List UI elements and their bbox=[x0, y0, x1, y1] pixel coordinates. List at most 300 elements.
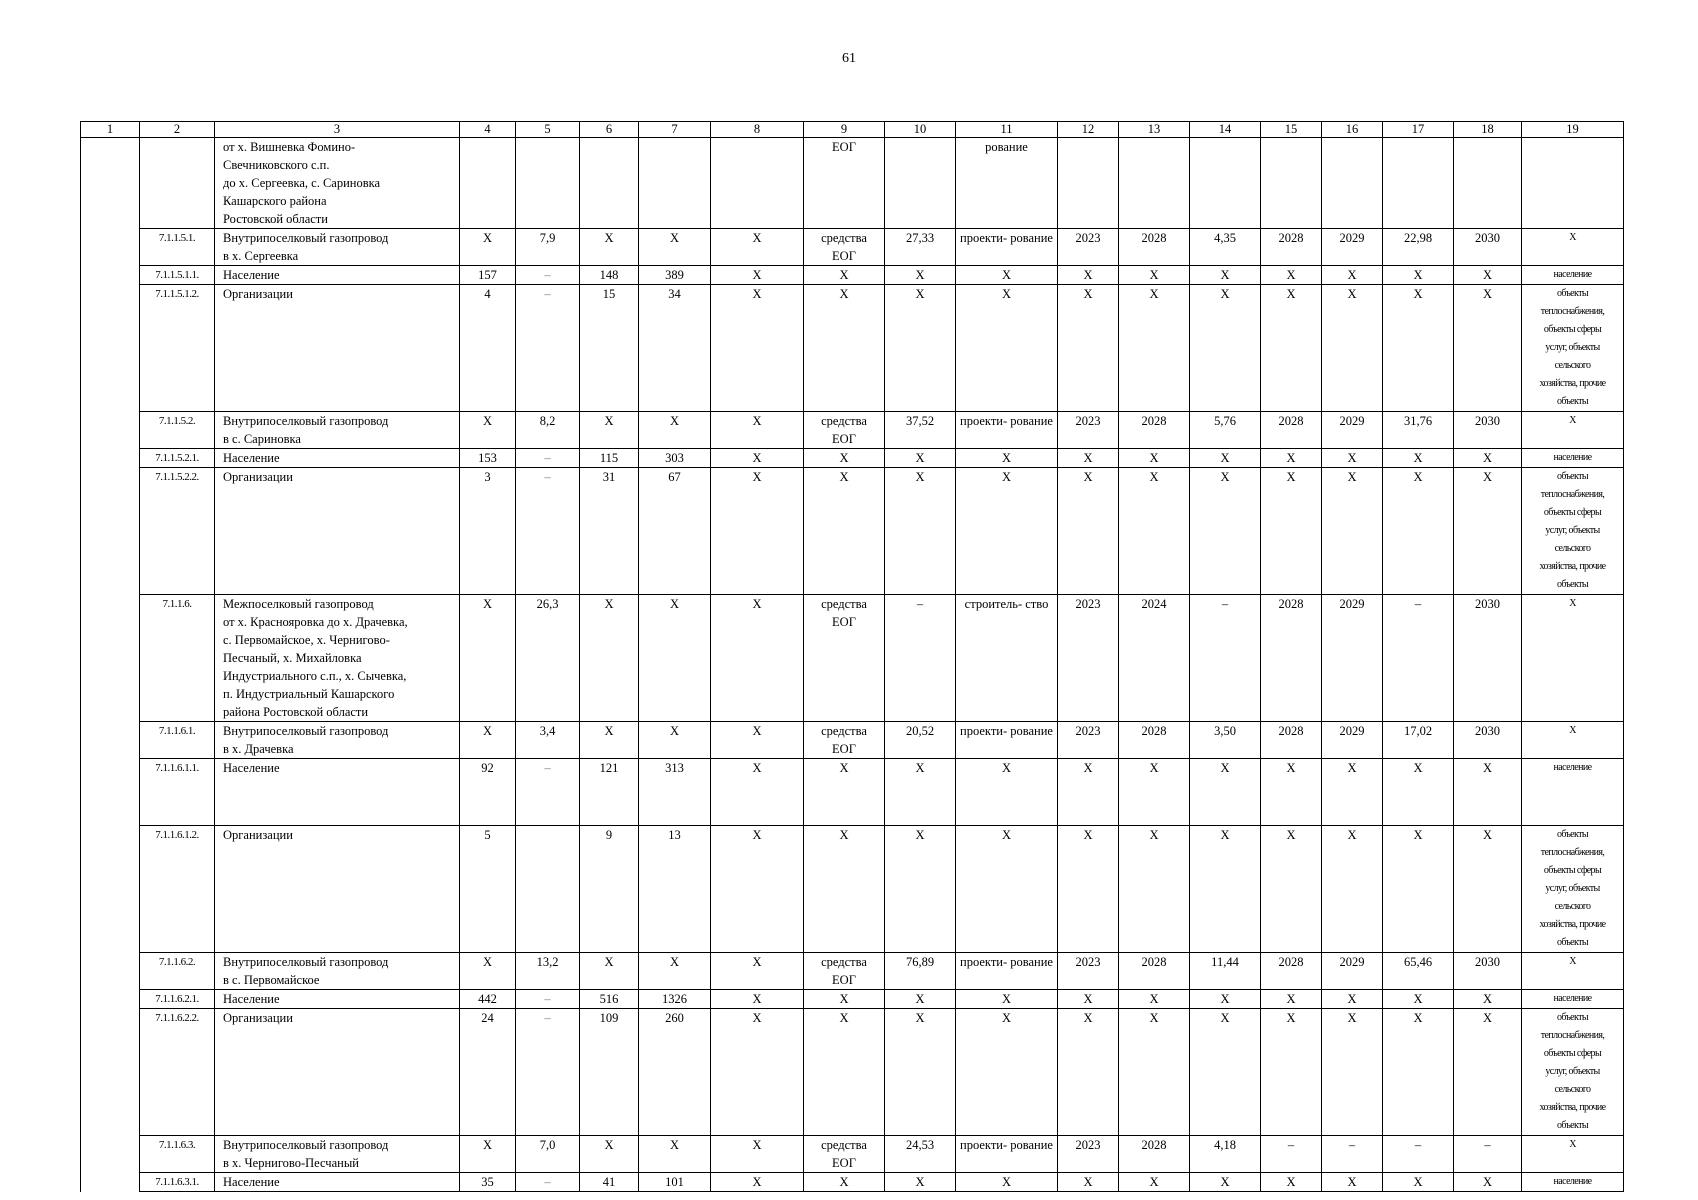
cell-col-14: X bbox=[1190, 285, 1261, 412]
cell-col-19: X bbox=[1522, 595, 1624, 722]
cell-col-18: 2030 bbox=[1454, 722, 1522, 759]
cell-col-15: X bbox=[1261, 468, 1322, 595]
cell-col-1 bbox=[81, 138, 140, 229]
table-row bbox=[81, 1173, 1624, 1192]
table-row bbox=[81, 826, 1624, 953]
cell-col-13: X bbox=[1119, 449, 1190, 468]
cell-col-6: X bbox=[580, 1136, 639, 1173]
cell-col-17: X bbox=[1383, 990, 1454, 1009]
cell-col-3: Население bbox=[215, 449, 460, 468]
cell-col-2: 7.1.1.6. bbox=[140, 595, 215, 722]
cell-col-10: X bbox=[885, 1009, 956, 1136]
cell-col-16: X bbox=[1322, 1173, 1383, 1192]
cell-col-1 bbox=[81, 229, 140, 266]
cell-col-7: 101 bbox=[639, 1173, 711, 1192]
cell-col-12: X bbox=[1058, 449, 1119, 468]
cell-col-5: 7,9 bbox=[516, 229, 580, 266]
cell-col-3: Внутрипоселковый газопровод в х. Сергеевка bbox=[215, 229, 460, 266]
cell-col-4: X bbox=[460, 722, 516, 759]
cell-col-11: X bbox=[956, 468, 1058, 595]
cell-col-11: строитель- ство bbox=[956, 595, 1058, 722]
header-cell-3: 3 bbox=[215, 122, 460, 138]
cell-col-11: X bbox=[956, 1173, 1058, 1192]
cell-col-17: X bbox=[1383, 285, 1454, 412]
cell-col-16: X bbox=[1322, 266, 1383, 285]
cell-col-7: X bbox=[639, 722, 711, 759]
cell-col-2 bbox=[140, 138, 215, 229]
cell-col-4: 157 bbox=[460, 266, 516, 285]
cell-col-8: X bbox=[711, 229, 804, 266]
cell-col-18: X bbox=[1454, 990, 1522, 1009]
cell-col-14: X bbox=[1190, 990, 1261, 1009]
cell-col-10: 27,33 bbox=[885, 229, 956, 266]
cell-col-11: проекти- рование bbox=[956, 722, 1058, 759]
cell-col-15: X bbox=[1261, 1009, 1322, 1136]
cell-col-7: X bbox=[639, 595, 711, 722]
cell-col-5: 13,2 bbox=[516, 953, 580, 990]
cell-col-10: 37,52 bbox=[885, 412, 956, 449]
cell-col-9: средства ЕОГ bbox=[804, 229, 885, 266]
cell-col-9: X bbox=[804, 826, 885, 953]
table-row bbox=[81, 449, 1624, 468]
cell-col-11: проекти- рование bbox=[956, 1136, 1058, 1173]
header-cell-9: 9 bbox=[804, 122, 885, 138]
cell-col-10: X bbox=[885, 468, 956, 595]
cell-col-15: 2028 bbox=[1261, 953, 1322, 990]
cell-col-8: X bbox=[711, 285, 804, 412]
cell-col-8: X bbox=[711, 990, 804, 1009]
cell-col-8: X bbox=[711, 759, 804, 826]
cell-col-10: 76,89 bbox=[885, 953, 956, 990]
cell-col-2: 7.1.1.6.1. bbox=[140, 722, 215, 759]
cell-col-4: 5 bbox=[460, 826, 516, 953]
cell-col-12: X bbox=[1058, 826, 1119, 953]
cell-col-9: средства ЕОГ bbox=[804, 412, 885, 449]
cell-col-8: X bbox=[711, 412, 804, 449]
cell-col-14: 4,35 bbox=[1190, 229, 1261, 266]
cell-col-4: X bbox=[460, 953, 516, 990]
cell-col-17: 22,98 bbox=[1383, 229, 1454, 266]
cell-col-13 bbox=[1119, 138, 1190, 229]
cell-col-13: 2028 bbox=[1119, 229, 1190, 266]
cell-col-17: X bbox=[1383, 1173, 1454, 1192]
cell-col-5: 3,4 bbox=[516, 722, 580, 759]
cell-col-7: 313 bbox=[639, 759, 711, 826]
cell-col-6: 115 bbox=[580, 449, 639, 468]
page-number: 61 bbox=[842, 51, 856, 66]
cell-col-8: X bbox=[711, 826, 804, 953]
cell-col-4: 442 bbox=[460, 990, 516, 1009]
cell-col-3: Внутрипоселковый газопровод в с. Сариновка bbox=[215, 412, 460, 449]
cell-col-14 bbox=[1190, 138, 1261, 229]
cell-col-12: X bbox=[1058, 990, 1119, 1009]
cell-col-13: X bbox=[1119, 759, 1190, 826]
cell-col-8: X bbox=[711, 266, 804, 285]
cell-col-14: 11,44 bbox=[1190, 953, 1261, 990]
cell-col-10: 20,52 bbox=[885, 722, 956, 759]
cell-col-12: 2023 bbox=[1058, 1136, 1119, 1173]
cell-col-16: 2029 bbox=[1322, 229, 1383, 266]
cell-col-11: X bbox=[956, 285, 1058, 412]
table-row bbox=[81, 1009, 1624, 1136]
data-table bbox=[80, 121, 1624, 1192]
cell-col-9: X bbox=[804, 285, 885, 412]
cell-col-15: 2028 bbox=[1261, 229, 1322, 266]
cell-col-18: X bbox=[1454, 826, 1522, 953]
cell-col-16: X bbox=[1322, 826, 1383, 953]
cell-col-5: 7,0 bbox=[516, 1136, 580, 1173]
cell-col-4: X bbox=[460, 1136, 516, 1173]
cell-col-11: X bbox=[956, 826, 1058, 953]
cell-col-12: 2023 bbox=[1058, 953, 1119, 990]
cell-col-16: 2029 bbox=[1322, 722, 1383, 759]
cell-col-18: 2030 bbox=[1454, 595, 1522, 722]
header-cell-4: 4 bbox=[460, 122, 516, 138]
cell-col-18: X bbox=[1454, 266, 1522, 285]
cell-col-9: средства ЕОГ bbox=[804, 1136, 885, 1173]
cell-col-4: X bbox=[460, 595, 516, 722]
cell-col-11: рование bbox=[956, 138, 1058, 229]
cell-col-19: население bbox=[1522, 990, 1624, 1009]
cell-col-2: 7.1.1.6.3.1. bbox=[140, 1173, 215, 1192]
cell-col-13: 2028 bbox=[1119, 1136, 1190, 1173]
cell-col-8 bbox=[711, 138, 804, 229]
cell-col-10: X bbox=[885, 826, 956, 953]
table-row bbox=[81, 266, 1624, 285]
cell-col-13: X bbox=[1119, 285, 1190, 412]
cell-col-19: население bbox=[1522, 266, 1624, 285]
cell-col-18: X bbox=[1454, 759, 1522, 826]
cell-col-6: 516 bbox=[580, 990, 639, 1009]
header-cell-2: 2 bbox=[140, 122, 215, 138]
table-row bbox=[81, 285, 1624, 412]
cell-col-16 bbox=[1322, 138, 1383, 229]
cell-col-19: X bbox=[1522, 229, 1624, 266]
cell-col-19 bbox=[1522, 138, 1624, 229]
cell-col-15: X bbox=[1261, 759, 1322, 826]
cell-col-9: X bbox=[804, 1009, 885, 1136]
cell-col-6: 121 bbox=[580, 759, 639, 826]
cell-col-9: X bbox=[804, 449, 885, 468]
cell-col-8: X bbox=[711, 1009, 804, 1136]
cell-col-17 bbox=[1383, 138, 1454, 229]
cell-col-18 bbox=[1454, 138, 1522, 229]
cell-col-5: – bbox=[516, 449, 580, 468]
cell-col-14: 4,18 bbox=[1190, 1136, 1261, 1173]
cell-col-3: Организации bbox=[215, 1009, 460, 1136]
cell-col-3: Межпоселковый газопровод от х. Краснояровка до х. Драчевка, с. Первомайское, х. Черниговo- Песчаный, х. Михайловка Индустриального с.п., х. Сычевка, п. Индустриальный Кашарского района Ростовской области bbox=[215, 595, 460, 722]
cell-col-5: – bbox=[516, 1009, 580, 1136]
cell-col-1 bbox=[81, 1009, 140, 1136]
cell-col-5: – bbox=[516, 990, 580, 1009]
cell-col-7: X bbox=[639, 229, 711, 266]
cell-col-9: средства ЕОГ bbox=[804, 953, 885, 990]
cell-col-13: 2028 bbox=[1119, 953, 1190, 990]
header-cell-17: 17 bbox=[1383, 122, 1454, 138]
cell-col-7: 34 bbox=[639, 285, 711, 412]
cell-col-1 bbox=[81, 953, 140, 990]
cell-col-12: X bbox=[1058, 468, 1119, 595]
cell-col-17: X bbox=[1383, 468, 1454, 595]
cell-col-17: X bbox=[1383, 759, 1454, 826]
cell-col-4: 4 bbox=[460, 285, 516, 412]
cell-col-8: X bbox=[711, 595, 804, 722]
header-cell-13: 13 bbox=[1119, 122, 1190, 138]
cell-col-15: – bbox=[1261, 1136, 1322, 1173]
cell-col-19: объекты теплоснабжения, объекты сферы услуг, объекты сельского хозяйства, прочие объекты bbox=[1522, 826, 1624, 953]
cell-col-15: X bbox=[1261, 285, 1322, 412]
cell-col-19: объекты теплоснабжения, объекты сферы услуг, объекты сельского хозяйства, прочие объекты bbox=[1522, 468, 1624, 595]
cell-col-8: X bbox=[711, 449, 804, 468]
cell-col-9: X bbox=[804, 266, 885, 285]
cell-col-11: X bbox=[956, 449, 1058, 468]
cell-col-1 bbox=[81, 595, 140, 722]
cell-col-5 bbox=[516, 138, 580, 229]
cell-col-17: 17,02 bbox=[1383, 722, 1454, 759]
cell-col-8: X bbox=[711, 953, 804, 990]
cell-col-19: X bbox=[1522, 953, 1624, 990]
cell-col-15: X bbox=[1261, 990, 1322, 1009]
cell-col-13: X bbox=[1119, 468, 1190, 595]
cell-col-19: население bbox=[1522, 1173, 1624, 1192]
table-row bbox=[81, 953, 1624, 990]
cell-col-6 bbox=[580, 138, 639, 229]
cell-col-12: 2023 bbox=[1058, 229, 1119, 266]
cell-col-18: X bbox=[1454, 1173, 1522, 1192]
cell-col-7: 389 bbox=[639, 266, 711, 285]
cell-col-2: 7.1.1.6.2.2. bbox=[140, 1009, 215, 1136]
cell-col-14: X bbox=[1190, 1009, 1261, 1136]
cell-col-1 bbox=[81, 1173, 140, 1192]
cell-col-12: X bbox=[1058, 285, 1119, 412]
cell-col-10: X bbox=[885, 285, 956, 412]
cell-col-5: – bbox=[516, 468, 580, 595]
cell-col-2: 7.1.1.6.2.1. bbox=[140, 990, 215, 1009]
cell-col-6: 109 bbox=[580, 1009, 639, 1136]
cell-col-12: X bbox=[1058, 266, 1119, 285]
cell-col-14: X bbox=[1190, 1173, 1261, 1192]
cell-col-16: X bbox=[1322, 759, 1383, 826]
cell-col-13: 2024 bbox=[1119, 595, 1190, 722]
cell-col-12: X bbox=[1058, 1009, 1119, 1136]
header-cell-10: 10 bbox=[885, 122, 956, 138]
header-cell-6: 6 bbox=[580, 122, 639, 138]
header-cell-7: 7 bbox=[639, 122, 711, 138]
cell-col-10: 24,53 bbox=[885, 1136, 956, 1173]
cell-col-19: население bbox=[1522, 449, 1624, 468]
cell-col-1 bbox=[81, 990, 140, 1009]
table-row bbox=[81, 759, 1624, 826]
cell-col-18: 2030 bbox=[1454, 229, 1522, 266]
cell-col-6: X bbox=[580, 595, 639, 722]
cell-col-10: X bbox=[885, 990, 956, 1009]
cell-col-12: X bbox=[1058, 1173, 1119, 1192]
header-cell-11: 11 bbox=[956, 122, 1058, 138]
cell-col-10: X bbox=[885, 759, 956, 826]
cell-col-7: X bbox=[639, 953, 711, 990]
cell-col-16: – bbox=[1322, 1136, 1383, 1173]
cell-col-3: Население bbox=[215, 1173, 460, 1192]
cell-col-19: объекты теплоснабжения, объекты сферы услуг, объекты сельского хозяйства, прочие объекты bbox=[1522, 1009, 1624, 1136]
cell-col-15 bbox=[1261, 138, 1322, 229]
cell-col-15: 2028 bbox=[1261, 722, 1322, 759]
cell-col-2: 7.1.1.6.2. bbox=[140, 953, 215, 990]
cell-col-3: Население bbox=[215, 990, 460, 1009]
cell-col-15: X bbox=[1261, 449, 1322, 468]
cell-col-1 bbox=[81, 1136, 140, 1173]
cell-col-12 bbox=[1058, 138, 1119, 229]
cell-col-3: Внутрипоселковый газопровод в с. Первомайское bbox=[215, 953, 460, 990]
cell-col-13: 2028 bbox=[1119, 412, 1190, 449]
cell-col-4: 153 bbox=[460, 449, 516, 468]
cell-col-1 bbox=[81, 412, 140, 449]
cell-col-6: 148 bbox=[580, 266, 639, 285]
cell-col-14: X bbox=[1190, 449, 1261, 468]
cell-col-9: средства ЕОГ bbox=[804, 595, 885, 722]
cell-col-5: – bbox=[516, 759, 580, 826]
cell-col-3: Организации bbox=[215, 826, 460, 953]
cell-col-19: объекты теплоснабжения, объекты сферы услуг, объекты сельского хозяйства, прочие объекты bbox=[1522, 285, 1624, 412]
cell-col-16: X bbox=[1322, 449, 1383, 468]
cell-col-10: X bbox=[885, 449, 956, 468]
cell-col-4: 24 bbox=[460, 1009, 516, 1136]
cell-col-16: X bbox=[1322, 468, 1383, 595]
cell-col-4: X bbox=[460, 229, 516, 266]
cell-col-6: 31 bbox=[580, 468, 639, 595]
cell-col-19: X bbox=[1522, 1136, 1624, 1173]
cell-col-8: X bbox=[711, 1136, 804, 1173]
header-cell-18: 18 bbox=[1454, 122, 1522, 138]
header-cell-14: 14 bbox=[1190, 122, 1261, 138]
table-row bbox=[81, 412, 1624, 449]
cell-col-18: X bbox=[1454, 449, 1522, 468]
cell-col-9: X bbox=[804, 759, 885, 826]
cell-col-3: Организации bbox=[215, 468, 460, 595]
cell-col-1 bbox=[81, 826, 140, 953]
cell-col-2: 7.1.1.5.1.1. bbox=[140, 266, 215, 285]
cell-col-7: 303 bbox=[639, 449, 711, 468]
cell-col-14: X bbox=[1190, 468, 1261, 595]
table-row bbox=[81, 229, 1624, 266]
cell-col-6: X bbox=[580, 229, 639, 266]
cell-col-18: X bbox=[1454, 285, 1522, 412]
cell-col-17: – bbox=[1383, 595, 1454, 722]
cell-col-14: 5,76 bbox=[1190, 412, 1261, 449]
cell-col-13: X bbox=[1119, 266, 1190, 285]
cell-col-5: 26,3 bbox=[516, 595, 580, 722]
cell-col-10: X bbox=[885, 266, 956, 285]
cell-col-2: 7.1.1.6.1.1. bbox=[140, 759, 215, 826]
cell-col-19: X bbox=[1522, 722, 1624, 759]
cell-col-18: X bbox=[1454, 1009, 1522, 1136]
cell-col-2: 7.1.1.6.1.2. bbox=[140, 826, 215, 953]
cell-col-3: Внутрипоселковый газопровод в х. Чернигово-Песчаный bbox=[215, 1136, 460, 1173]
cell-col-16: X bbox=[1322, 285, 1383, 412]
cell-col-11: X bbox=[956, 1009, 1058, 1136]
cell-col-18: 2030 bbox=[1454, 953, 1522, 990]
table-row bbox=[81, 1136, 1624, 1173]
cell-col-11: X bbox=[956, 266, 1058, 285]
cell-col-15: 2028 bbox=[1261, 412, 1322, 449]
cell-col-2: 7.1.1.5.1. bbox=[140, 229, 215, 266]
cell-col-9: X bbox=[804, 990, 885, 1009]
cell-col-6: X bbox=[580, 412, 639, 449]
cell-col-4 bbox=[460, 138, 516, 229]
cell-col-3: Организации bbox=[215, 285, 460, 412]
cell-col-19: население bbox=[1522, 759, 1624, 826]
cell-col-19: X bbox=[1522, 412, 1624, 449]
cell-col-13: X bbox=[1119, 1173, 1190, 1192]
cell-col-11: X bbox=[956, 990, 1058, 1009]
cell-col-2: 7.1.1.5.2.2. bbox=[140, 468, 215, 595]
cell-col-9: средства ЕОГ bbox=[804, 722, 885, 759]
cell-col-4: 92 bbox=[460, 759, 516, 826]
cell-col-1 bbox=[81, 285, 140, 412]
cell-col-5: – bbox=[516, 285, 580, 412]
cell-col-4: 35 bbox=[460, 1173, 516, 1192]
cell-col-7 bbox=[639, 138, 711, 229]
cell-col-9: ЕОГ bbox=[804, 138, 885, 229]
cell-col-5: – bbox=[516, 1173, 580, 1192]
cell-col-15: X bbox=[1261, 826, 1322, 953]
cell-col-14: X bbox=[1190, 759, 1261, 826]
cell-col-11: проекти- рование bbox=[956, 412, 1058, 449]
cell-col-11: проекти- рование bbox=[956, 229, 1058, 266]
cell-col-6: 41 bbox=[580, 1173, 639, 1192]
cell-col-14: X bbox=[1190, 266, 1261, 285]
header-row bbox=[81, 122, 1624, 138]
cell-col-6: X bbox=[580, 722, 639, 759]
cell-col-11: X bbox=[956, 759, 1058, 826]
cell-col-10: – bbox=[885, 595, 956, 722]
cell-col-17: X bbox=[1383, 826, 1454, 953]
cell-col-1 bbox=[81, 759, 140, 826]
cell-col-2: 7.1.1.6.3. bbox=[140, 1136, 215, 1173]
cell-col-9: X bbox=[804, 468, 885, 595]
cell-col-3: Внутрипоселковый газопровод в х. Драчевка bbox=[215, 722, 460, 759]
cell-col-13: X bbox=[1119, 826, 1190, 953]
header-cell-15: 15 bbox=[1261, 122, 1322, 138]
cell-col-10 bbox=[885, 138, 956, 229]
table-row bbox=[81, 468, 1624, 595]
cell-col-17: X bbox=[1383, 449, 1454, 468]
cell-col-6: 15 bbox=[580, 285, 639, 412]
header-cell-12: 12 bbox=[1058, 122, 1119, 138]
cell-col-11: проекти- рование bbox=[956, 953, 1058, 990]
cell-col-12: 2023 bbox=[1058, 412, 1119, 449]
cell-col-12: 2023 bbox=[1058, 595, 1119, 722]
table-row bbox=[81, 138, 1624, 229]
cell-col-3: Население bbox=[215, 759, 460, 826]
table-row bbox=[81, 990, 1624, 1009]
cell-col-15: X bbox=[1261, 1173, 1322, 1192]
cell-col-13: X bbox=[1119, 990, 1190, 1009]
cell-col-5: – bbox=[516, 266, 580, 285]
cell-col-16: 2029 bbox=[1322, 953, 1383, 990]
header-cell-19: 19 bbox=[1522, 122, 1624, 138]
table-row bbox=[81, 722, 1624, 759]
header-cell-8: 8 bbox=[711, 122, 804, 138]
cell-col-9: X bbox=[804, 1173, 885, 1192]
cell-col-16: 2029 bbox=[1322, 412, 1383, 449]
cell-col-7: 67 bbox=[639, 468, 711, 595]
cell-col-1 bbox=[81, 449, 140, 468]
cell-col-18: 2030 bbox=[1454, 412, 1522, 449]
cell-col-4: 3 bbox=[460, 468, 516, 595]
cell-col-5: 8,2 bbox=[516, 412, 580, 449]
cell-col-15: X bbox=[1261, 266, 1322, 285]
cell-col-16: X bbox=[1322, 1009, 1383, 1136]
